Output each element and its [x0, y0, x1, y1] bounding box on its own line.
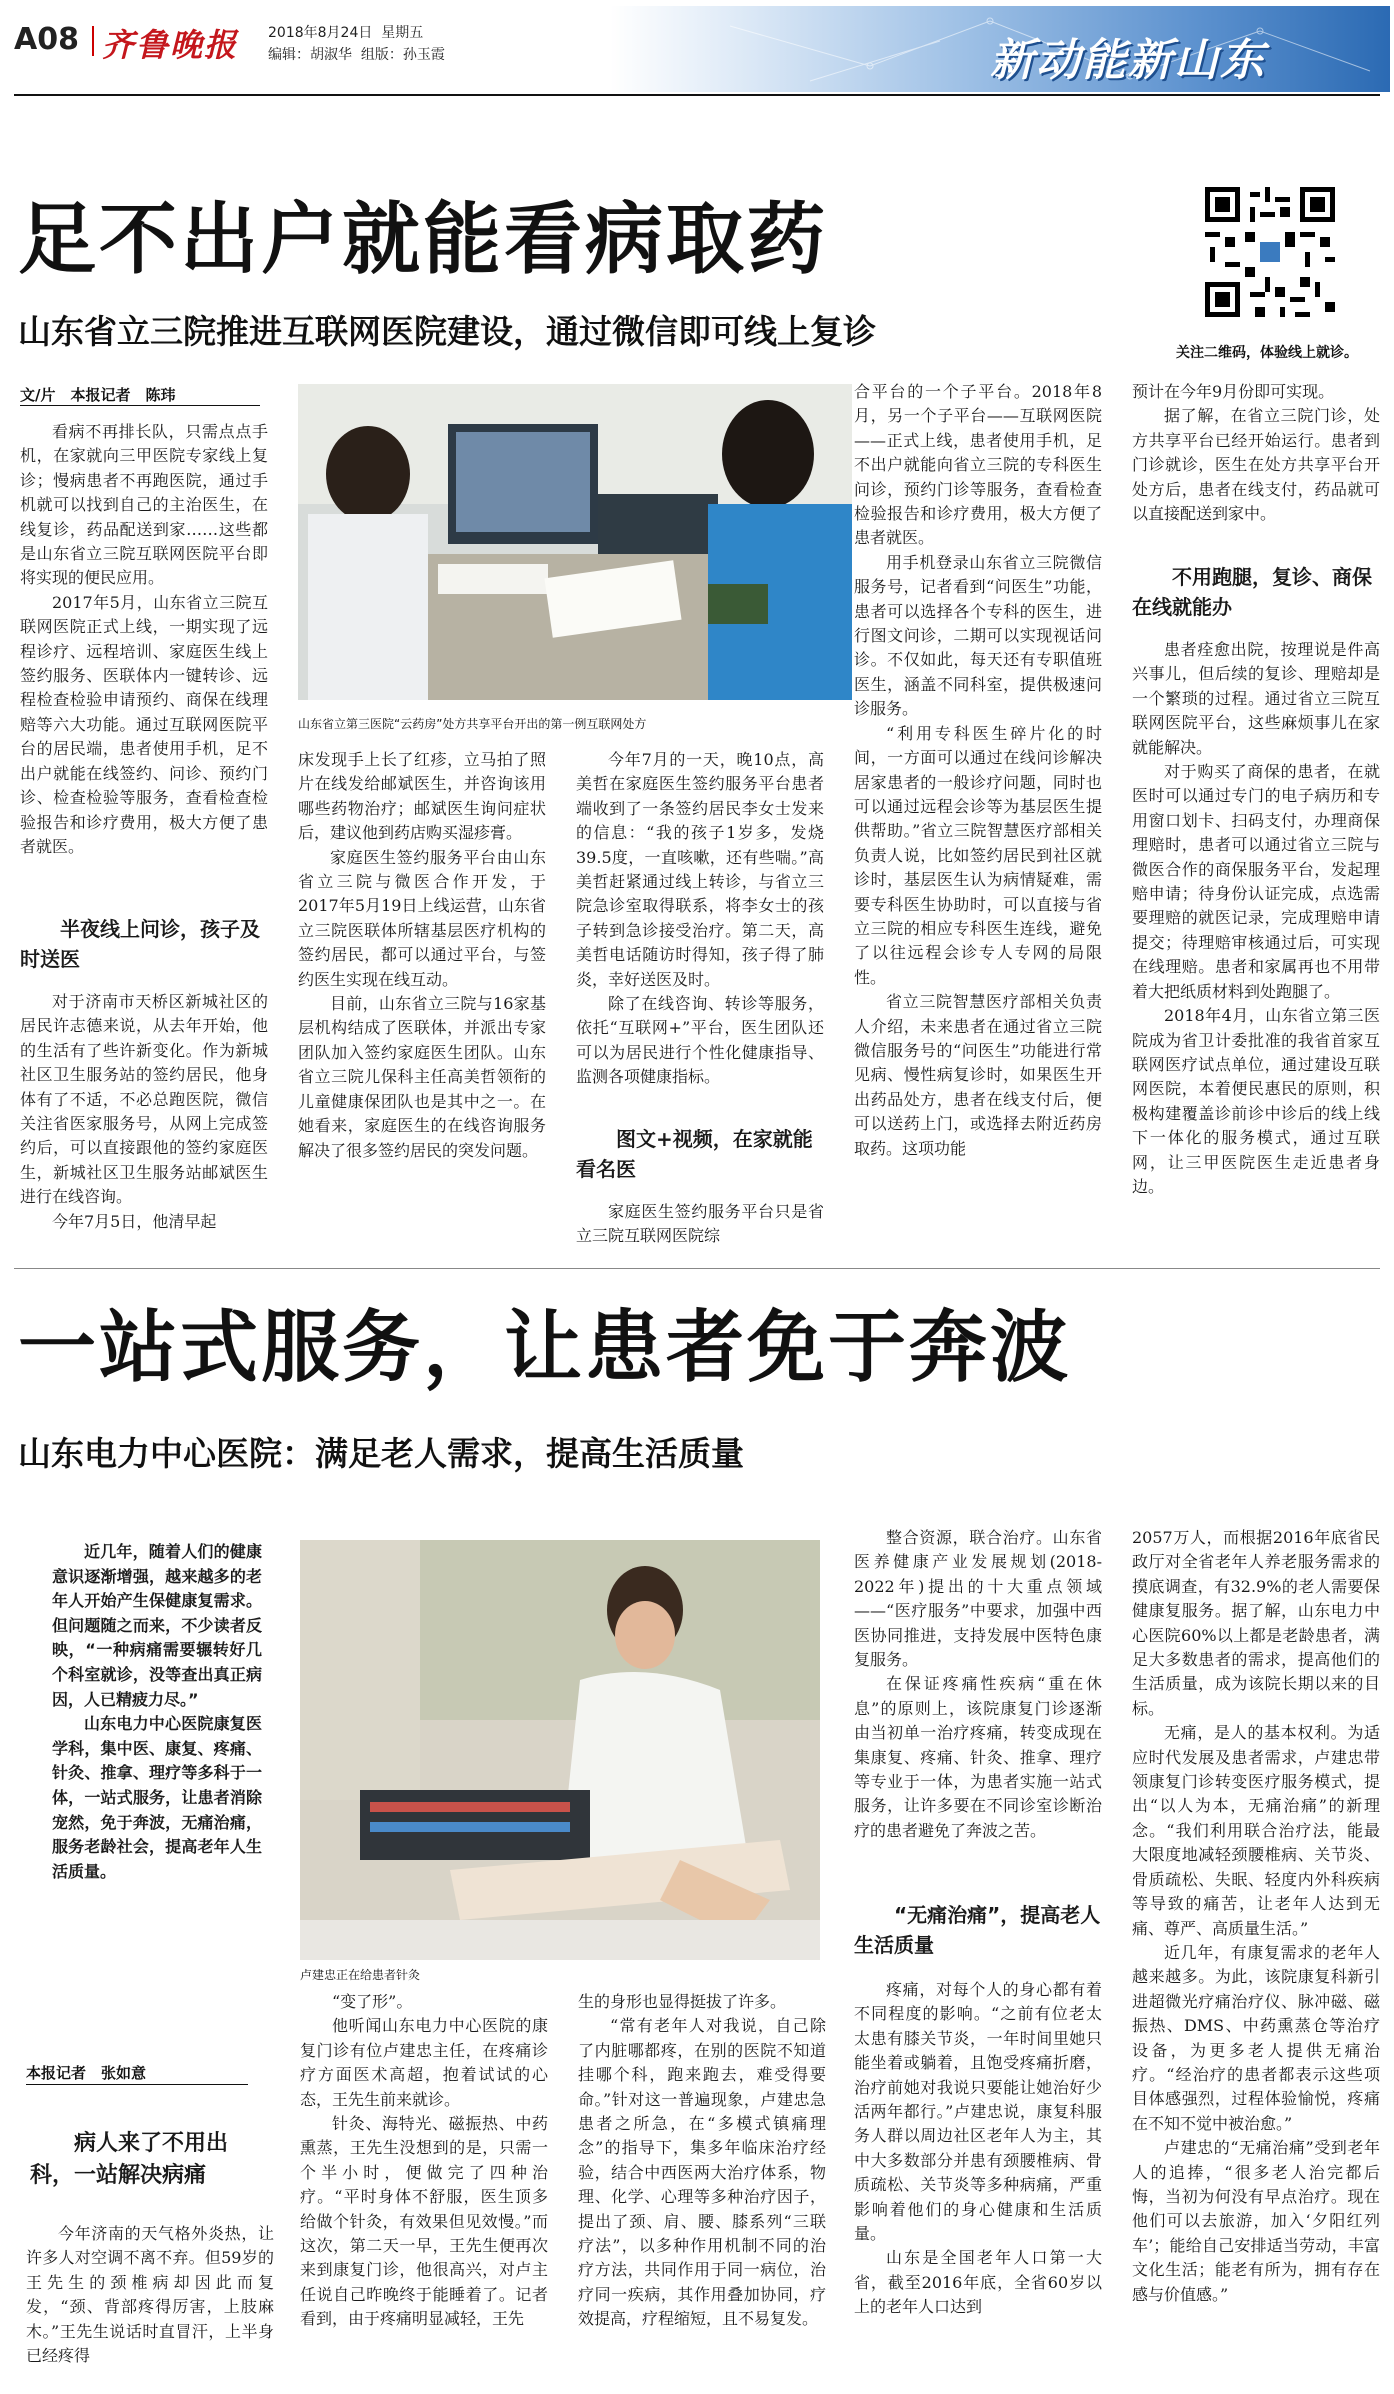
story1-col1	[20, 420, 268, 934]
story-separator	[14, 1268, 1380, 1269]
story2-subheadline: 山东电力中心医院：满足老人需求，提高生活质量	[18, 1434, 744, 1473]
story1-col4	[854, 380, 1102, 1250]
story1-col3b	[576, 1200, 824, 1252]
qr-code	[1200, 182, 1340, 322]
editor-text: 编辑：胡淑华	[268, 47, 352, 63]
paragraph: 生的身形也显得挺拔了许多。	[578, 1992, 787, 2011]
paragraph: 山东是全国老年人口第一大省，截至2016年底，全省60岁以上的老年人口达到	[854, 2248, 1102, 2317]
issue-date	[268, 22, 423, 42]
section-banner	[610, 6, 1390, 92]
story2-col5	[1132, 1526, 1380, 2382]
story2-col2	[300, 1990, 548, 2382]
header-rule	[14, 94, 1380, 96]
story2-col3	[578, 1990, 826, 2382]
paragraph: 2018年4月，山东省立第三医院成为省卫计委批准的我省首家互联网医疗试点单位，通过建设互联网医院，本着便民惠民的原则，积极构建覆盖诊前诊中诊后的线上线下一体化的服务模式，通过互联网，让三甲医院医生走近患者身边。	[1132, 1006, 1380, 1196]
paragraph: 目前，山东省立三院与16家基层机构结成了医联体，并派出专家团队加入签约家庭医生团队。山东省立三院儿保科主任高美哲领衔的儿童健康保团队也是其中之一。在她看来，家庭医生的在线咨询服务解决了很多签约居民的突发问题。	[298, 994, 546, 1160]
story2-col4-subhead: “无痛治痛”，提高老人生活质量	[854, 1903, 1101, 1957]
editor-credits	[268, 44, 445, 64]
byline-underline	[20, 405, 260, 406]
paper-logo: 齐鲁晚报	[102, 26, 239, 64]
story2-photo-caption: 卢建忠正在给患者针灸	[300, 1968, 421, 1982]
byline-underline	[26, 2084, 248, 2085]
weekday-text: 星期五	[381, 25, 424, 41]
paragraph: “常有老年人对我说，自己除了内脏哪都疼，在别的医院不知道挂哪个科，跑来跑去，难受得要命。”针对这一普遍现象，卢建忠急患者之所急，在“多模式镇痛理念”的指导下，集多年临床治疗经验，结合中西医两大治疗体系，物理、化学、心理等多种治疗因子，提出了颈、肩、腰、膝系列“三联疗法”，以多种作用机制不同的治疗方法，共同作用于同一病位，治疗同一疾病，其作用叠加协同，疗效提高，疗程缩短，且不易复发。	[578, 2016, 826, 2329]
paragraph: 看病不再排长队，只需点点手机，在家就向三甲医院专家线上复诊；慢病患者不再跑医院，通过手机就可以找到自己的主治医生，在线复诊，药品配送到家……这些都是山东省立三院互联网医院平台即将实现的便民应用。	[20, 422, 268, 588]
story2-col4b	[854, 1978, 1102, 2382]
story1-col3	[576, 748, 824, 1118]
paragraph: 近几年，随着人们的健康意识逐渐增强，越来越多的老年人开始产生保健康复需求。但问题随之而来，不少读者反映，“一种病痛需要辗转好几个科室就诊，没等查出真正病因，人已精疲力尽。”	[52, 1542, 262, 1709]
paragraph: 无痛，是人的基本权利。为适应时代发展及患者需求，卢建忠带领康复门诊转变医疗服务模式，提出“以人为本，无痛治痛”的新理念。“我们利用联合治疗法，能最大限度地减轻颈腰椎病、关节炎、骨质疏松、失眠、轻度内外科疾病等导致的痛苦，让老年人达到无痛、尊严、高质量生活。”	[1132, 1723, 1380, 1938]
paragraph: 今年7月5日，他清早起	[52, 1211, 217, 1231]
story2-col1-subhead: 病人来了不用出科，一站解决病痛	[30, 2131, 229, 2188]
paragraph: 针灸、海特光、磁振热、中药熏蒸，王先生没想到的是，只需一个半小时，便做完了四种治疗。“平时身体不舒服，医生顶多给做个针灸，有效果但见效慢。”而这次，第二天一早，王先生便再次来到康复门诊，他很高兴，对卢主任说自己昨晚终于能睡着了。记者看到，由于疼痛明显减轻，王先	[300, 2114, 548, 2329]
qr-caption: 关注二维码，体验线上就诊。	[1176, 345, 1358, 361]
story1-col3-subhead: 图文+视频，在家就能看名医	[576, 1127, 813, 1181]
story1-col5b	[1132, 638, 1380, 1252]
date-text: 2018年8月24日	[268, 25, 373, 41]
paragraph: 家庭医生签约服务平台只是省立三院互联网医院综	[576, 1202, 824, 1246]
story2-intro	[52, 1540, 262, 1980]
paragraph: 疼痛，对每个人的身心都有着不同程度的影响。“之前有位老太太患有膝关节炎，一年时间里她只能坐着或躺着，且饱受疼痛折磨，治疗前她对我说只要能让她治好少活两年都行。”卢建忠说，康复科服务人群以周边社区老年人为主，其中大多数部分并患有颈腰椎病、骨质疏松、关节炎等多种病痛，严重影响着他们的身心健康和生活质量。	[854, 1980, 1102, 2244]
story1-col1b	[20, 990, 268, 1250]
paragraph: 患者痊愈出院，按理说是件高兴事儿，但后续的复诊、理赔却是一个繁琐的过程。通过省立三院互联网医院平台，这些麻烦事儿在家就能解决。	[1132, 640, 1380, 757]
banner-slogan: 新动能新山东	[990, 35, 1266, 86]
paragraph: 对于购买了商保的患者，在就医时可以通过专门的电子病历和专用窗口划卡、扫码支付，办理商保理赔时，患者可以通过省立三院与微医合作的商保服务平台，发起理赔申请；待身份认证完成，点选需要理赔的就医记录，完成理赔申请提交；待理赔审核通过后，可实现在线理赔。患者和家属再也不用带着大把纸质材料到处跑腿了。	[1132, 762, 1380, 1001]
qr-code-graphic	[1200, 182, 1340, 322]
paragraph: 山东电力中心医院康复医学科，集中医、康复、疼痛、针灸、推拿、理疗等多科于一体，一站式服务，让患者消除宠然，免于奔波，无痛治痛，服务老龄社会，提高老年人生活质量。	[52, 1714, 262, 1881]
paragraph: 除了在线咨询、转诊等服务，依托“互联网+”平台，医生团队还可以为居民进行个性化健康指导、监测各项健康指标。	[576, 994, 824, 1087]
story1-photo	[298, 384, 852, 700]
story2-col4	[854, 1526, 1102, 1882]
photo-consultation-scene	[298, 384, 852, 700]
paragraph: 2057万人，而根据2016年底省民政厅对全省老年人养老服务需求的摸底调查，有32.9%的老人需要保健康复服务。据了解，山东电力中心医院60%以上都是老龄患者，满足大多数患者的需求，提高他们的生活质量，成为该院长期以来的目标。	[1132, 1528, 1380, 1718]
layout-text: 组版：孙玉霞	[360, 47, 445, 63]
paragraph: 合平台的一个子平台。2018年8月，另一个子平台——互联网医院——正式上线，患者使用手机，足不出户就能向省立三院的专科医生问诊，预约门诊等服务，查看检查检验报告和诊疗费用，极大方便了患者就医。	[854, 382, 1102, 548]
paragraph: 预计在今年9月份即可实现。	[1132, 382, 1335, 401]
story1-col5-subhead: 不用跑腿，复诊、商保在线就能办	[1132, 565, 1372, 619]
paragraph: “变了形”。	[332, 1992, 413, 2011]
paragraph: 卢建忠的“无痛治痛”受到老年人的追捧，“很多老人治完都后悔，当初为何没有早点治疗。现在他们可以去旅游，加入‘夕阳红列车’；能给自己安排适当劳动，丰富文化生活；能老有所为，拥有存在感与价值感。”	[1132, 2138, 1380, 2304]
paragraph: 用手机登录山东省立三院微信服务号，记者看到“问医生”功能，患者可以选择各个专科的医生，进行图文问诊，二期可以实现视话问诊。不仅如此，每天还有专职值班医生，涵盖不同科室，提供极速问诊服务。	[854, 552, 1102, 719]
paragraph: 他听闻山东电力中心医院的康复门诊有位卢建忠主任，在疼痛诊疗方面医术高超，抱着试试的心态，王先生前来就诊。	[300, 2016, 548, 2109]
page-number: A08	[14, 22, 79, 57]
paragraph: 省立三院智慧医疗部相关负责人介绍，未来患者在通过省立三院微信服务号的“问医生”功能进行常见病、慢性病复诊时，如果医生开出药品处方，患者在线支付后，便可以送药上门，或选择去附近药房取药。这项功能	[854, 992, 1102, 1158]
paragraph: 据了解，在省立三院门诊，处方共享平台已经开始运行。患者到门诊就诊，医生在处方共享平台开处方后，患者在线支付，药品就可以直接配送到家中。	[1132, 406, 1380, 524]
photo-acupuncture-scene	[300, 1540, 820, 1960]
story2-photo	[300, 1540, 820, 1960]
story2-col1	[26, 2222, 274, 2382]
paragraph: 整合资源，联合治疗。山东省医养健康产业发展规划(2018-2022年)提出的十大重点领域——“医疗服务”中要求，加强中西医协同推进，支持发展中医特色康复服务。	[854, 1528, 1102, 1670]
header-divider	[92, 26, 94, 56]
story2-byline: 本报记者 张如意	[26, 2064, 147, 2082]
story1-subheadline: 山东省立三院推进互联网医院建设，通过微信即可线上复诊	[18, 312, 876, 351]
paragraph: 对于济南市天桥区新城社区的居民许志德来说，从去年开始，他的生活有了些许新变化。作为新城社区卫生服务站的签约居民，他身体有了不适，不必总跑医院，微信关注省医家服务号，从网上完成签约后，可以直接跟他的签约家庭医生，新城社区卫生服务站邮斌医生进行在线咨询。	[20, 992, 268, 1207]
story1-photo-caption: 山东省立第三医院“云药房”处方共享平台开出的第一例互联网处方	[298, 717, 647, 731]
story1-col1-subhead: 半夜线上问诊，孩子及时送医	[20, 917, 260, 971]
paragraph: 今年济南的天气格外炎热，让许多人对空调不离不弃。但59岁的王先生的颈椎病却因此而复发，“颈、背部疼得厉害，上肢麻木。”王先生说话时直冒汗，上半身已经疼得	[26, 2224, 274, 2366]
paragraph: 在保证疼痛性疾病“重在休息”的原则上，该院康复门诊逐渐由当初单一治疗疼痛，转变成现在集康复、疼痛、针灸、推拿、理疗等专业于一体，为患者实施一站式服务，让许多要在不同诊室诊断治疗的患者避免了奔波之苦。	[854, 1674, 1102, 1840]
paragraph: 今年7月的一天，晚10点，高美哲在家庭医生签约服务平台患者端收到了一条签约居民李女士发来的信息：“我的孩子1岁多，发烧39.5度，一直咳嗽，还有些喘。”高美哲赶紧通过线上转诊，与省立三院急诊室取得联系，将李女士的孩子转到急诊接受治疗。第二天，高美哲电话随访时得知，孩子得了肺炎，幸好送医及时。	[576, 750, 824, 989]
story1-col2	[298, 748, 546, 1248]
paragraph: 2017年5月，山东省立三院互联网医院正式上线，一期实现了远程诊疗、远程培训、家庭医生线上签约服务、医联体内一键转诊、远程检查检验申请预约、商保在线理赔等六大功能。通过互联网医院平台的居民端，患者使用手机，足不出户就能在线签约、问诊、预约门诊、检查检验等服务，查看检查检验报告和诊疗费用，极大方便了患者就医。	[20, 592, 268, 856]
story1-byline: 文/片 本报记者 陈玮	[20, 386, 176, 404]
story1-headline: 足不出户就能看病取药	[18, 195, 829, 285]
story2-headline: 一站式服务，让患者免于奔波	[18, 1303, 1072, 1393]
paragraph: 近几年，有康复需求的老年人越来越多。为此，该院康复科新引进超微光疗痛治疗仪、脉冲磁、磁振热、DMS、中药熏蒸仓等治疗设备，为更多老人提供无痛治疗。“经治疗的患者都表示这些项目体感强烈，过程体验愉悦，疼痛在不知不觉中被治愈。”	[1132, 1942, 1380, 2133]
paragraph: “利用专科医生碎片化的时间，一方面可以通过在线问诊解决居家患者的一般诊疗问题，同时也可以通过远程会诊等为基层医生提供帮助。”省立三院智慧医疗部相关负责人说，比如签约居民到社区就诊时，基层医生认为病情疑难，需要专科医生协助时，可以直接与省立三院的相应专科医生连线，避免了以往远程会诊专人专网的局限性。	[854, 723, 1102, 987]
story1-col5	[1132, 380, 1380, 556]
paragraph: 家庭医生签约服务平台由山东省立三院与微医合作开发，于2017年5月19日上线运营，山东省立三院医联体所辖基层医疗机构的签约居民，都可以通过平台，与签约医生实现在线互动。	[298, 847, 546, 989]
paragraph: 床发现手上长了红疹，立马拍了照片在线发给邮斌医生，并咨询该用哪些药物治疗；邮斌医生询问症状后，建议他到药店购买湿疹膏。	[298, 750, 546, 843]
